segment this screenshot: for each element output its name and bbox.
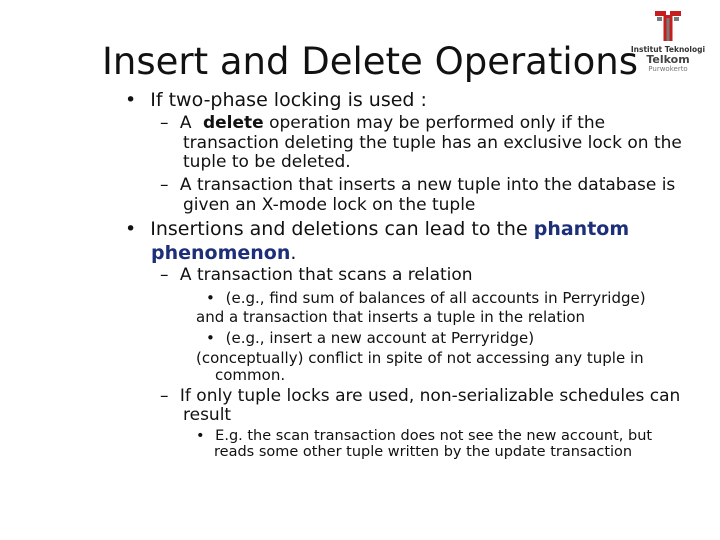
dash-marker: – [160, 386, 169, 406]
detail-line-3 [206, 329, 534, 347]
sub-bullet-1-line-1 [160, 113, 605, 133]
bullet-marker: • [206, 329, 215, 347]
sub-4-detail-line-1 [196, 428, 652, 444]
detail-line-5: common. [215, 366, 286, 384]
sub-bullet-1-rest: operation may be performed only if the [269, 113, 606, 133]
bullet-2-period: . [290, 242, 297, 264]
sub-bullet-4-line-2: result [183, 405, 232, 425]
sub-bullet-1-line-3: tuple to be deleted. [183, 152, 351, 172]
sub-bullet-2-text: A transaction that inserts a new tuple into the database is [179, 175, 676, 195]
sub-bullet-3-text: A transaction that scans a relation [179, 265, 473, 285]
bullet-marker: • [125, 89, 137, 111]
slide-title: Insert and Delete Operations [102, 40, 638, 83]
logo-emblem-icon [654, 8, 682, 42]
bullet-2-keyword-phantom: phantom [533, 218, 630, 240]
dash-marker: – [160, 113, 169, 133]
detail-text-1: (e.g., find sum of balances of all accounts in Perryridge) [225, 289, 646, 307]
sub-bullet-1-line-2: transaction deleting the tuple has an exclusive lock on the [183, 133, 682, 153]
bullet-2-text: Insertions and deletions can lead to the [150, 218, 528, 240]
bullet-marker: • [206, 289, 215, 307]
sub-bullet-2-line-2: given an X-mode lock on the tuple [183, 195, 476, 215]
detail-line-4: (conceptually) conflict in spite of not accessing any tuple in [196, 349, 644, 367]
detail-line-2: and a transaction that inserts a tuple in the relation [196, 308, 586, 326]
dash-marker: – [160, 265, 169, 285]
sub-4-detail-text: E.g. the scan transaction does not see the new account, but [215, 428, 653, 444]
logo-line-telkom: Telkom [646, 52, 690, 66]
bullet-1 [125, 89, 427, 111]
logo-line-institut: Institut Teknologi [630, 45, 706, 54]
sub-bullet-3 [160, 265, 473, 285]
detail-text-3: (e.g., insert a new account at Perryridge) [225, 329, 535, 347]
sub-4-detail-line-2: reads some other tuple written by the update transaction [214, 444, 633, 460]
sub-bullet-2-line-1 [160, 175, 675, 195]
sub-bullet-1-keyword: delete [202, 113, 264, 133]
logo-line-purwokerto: Purwokerto [648, 64, 688, 73]
bullet-2-line-1 [125, 218, 629, 240]
sub-bullet-4-line-1 [160, 386, 680, 406]
bullet-2-line-2 [151, 242, 296, 264]
bullet-2-keyword-phenomenon: phenomenon [151, 242, 291, 264]
bullet-1-text: If two-phase locking is used : [150, 89, 427, 111]
institution-logo [624, 8, 712, 86]
bullet-marker: • [125, 218, 137, 240]
sub-bullet-4-text: If only tuple locks are used, non-serializable schedules can [179, 386, 681, 406]
dash-marker: – [160, 175, 169, 195]
detail-line-1 [206, 289, 646, 307]
sub-bullet-1-lead: A [179, 113, 192, 133]
bullet-marker: • [196, 428, 205, 444]
